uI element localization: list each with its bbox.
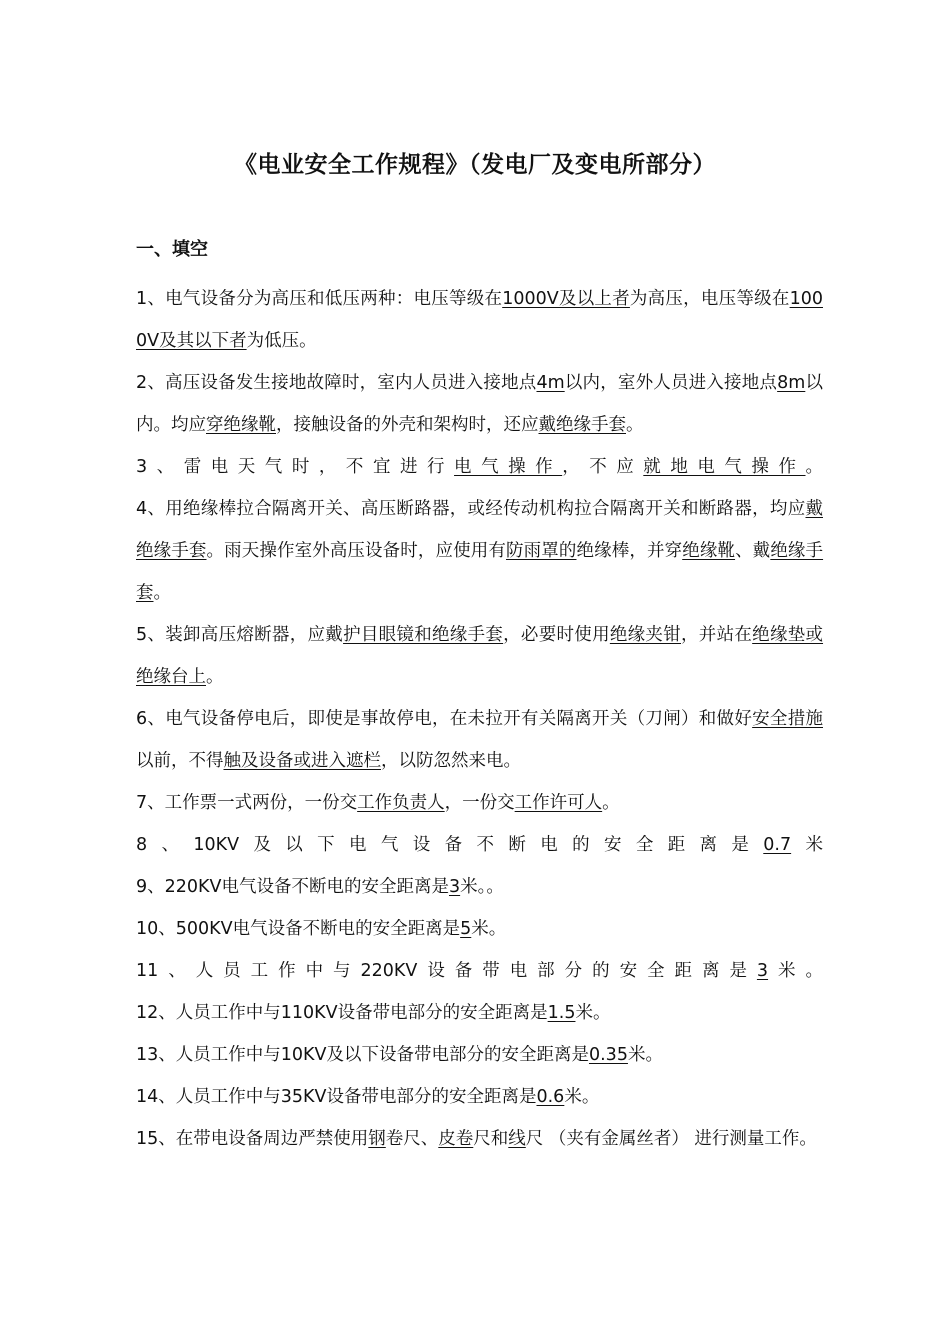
answer-blank: 绝缘手套 xyxy=(136,541,824,603)
question-text: 以前，不得 xyxy=(136,751,224,771)
question-text: 米。 xyxy=(768,961,823,981)
question-text: 8、10KV及以下电气设备不断电的安全距离是 xyxy=(136,835,764,855)
question-text: 尺和 xyxy=(473,1129,509,1149)
answer-blank: 皮卷 xyxy=(438,1129,474,1149)
question-item-12 xyxy=(136,992,823,1034)
question-text: 7、工作票一式两份，一份交 xyxy=(136,793,358,813)
question-item-6 xyxy=(136,698,823,782)
answer-blank: 1000V及其以下者 xyxy=(136,289,823,351)
question-text: ，接触设备的外壳和架构时，还应 xyxy=(276,415,539,435)
question-text: ，必要时使用 xyxy=(503,625,610,645)
question-text: 3、雷电天气时，不宜进行 xyxy=(136,457,455,477)
question-item-4 xyxy=(136,488,823,614)
answer-blank: 工作许可人 xyxy=(514,793,603,813)
question-text: 4、用绝缘棒拉合隔离开关、高压断路器，或经传动机构拉合隔离开关和断路器，均应 xyxy=(136,499,806,519)
answer-blank: 0.6 xyxy=(536,1087,565,1107)
question-text: 10、500KV电气设备不断电的安全距离是 xyxy=(136,919,461,939)
question-text: 米。 xyxy=(471,919,507,939)
question-text: 。 xyxy=(206,667,224,687)
question-item-8 xyxy=(136,824,823,866)
answer-blank: 绝缘靴 xyxy=(682,541,736,561)
question-list xyxy=(136,278,823,1160)
question-text: 。 xyxy=(153,583,171,603)
answer-blank: 1000V及以上者 xyxy=(502,289,630,309)
question-text: 为低压。 xyxy=(246,331,317,351)
question-text: 11、人员工作中与220KV设备带电部分的安全距离是 xyxy=(136,961,757,981)
question-text: 米。 xyxy=(575,1003,611,1023)
answer-blank: 绝缘夹钳 xyxy=(609,625,682,645)
question-text: ，一份交 xyxy=(444,793,515,813)
question-text: ，以防忽然来电。 xyxy=(381,751,521,771)
question-item-14 xyxy=(136,1076,823,1118)
answer-blank: 线 xyxy=(508,1129,526,1149)
question-item-7 xyxy=(136,782,823,824)
answer-blank: 3 xyxy=(448,877,461,897)
answer-blank: 0.7 xyxy=(763,835,792,855)
question-text: 。雨天操作室外高压设备时，应使用有 xyxy=(206,541,506,561)
question-text: 1、电气设备分为高压和低压两种：电压等级在 xyxy=(136,289,503,309)
question-text: 米。 xyxy=(627,1045,663,1065)
document-title: 《电业安全工作规程》（发电厂及变电所部分） xyxy=(234,152,716,178)
question-text: ，不应 xyxy=(562,457,644,477)
question-text: 。 xyxy=(626,415,644,435)
question-text: 以内。均应 xyxy=(136,373,824,435)
section-heading: 一、填空 xyxy=(136,239,208,260)
answer-blank: 8m xyxy=(777,373,806,393)
answer-blank: 触及设备或进入遮栏 xyxy=(223,751,381,771)
answer-blank: 护目眼镜和绝缘手套 xyxy=(343,625,504,645)
question-text: ，并站在 xyxy=(681,625,753,645)
answer-blank: 4m xyxy=(536,373,565,393)
question-text: 卷尺、 xyxy=(385,1129,439,1149)
answer-blank: 穿绝缘靴 xyxy=(206,415,276,435)
answer-blank: 5 xyxy=(460,919,472,939)
answer-blank: 安全措施 xyxy=(752,709,823,729)
question-text: 尺 （夹有金属丝者） 进行测量工作。 xyxy=(525,1129,817,1149)
question-text: 为高压，电压等级在 xyxy=(629,289,790,309)
answer-blank: 戴绝缘手套 xyxy=(538,415,626,435)
question-text: 以内，室外人员进入接地点 xyxy=(564,373,778,393)
answer-blank: 钢 xyxy=(368,1129,386,1149)
question-text: 米 xyxy=(791,835,823,855)
answer-blank: 就地电气操作 xyxy=(643,457,806,477)
question-text: 15、在带电设备周边严禁使用 xyxy=(136,1129,369,1149)
question-item-5 xyxy=(136,614,823,698)
answer-blank: 绝缘垫或绝缘台上 xyxy=(136,625,824,687)
question-text: 9、220KV电气设备不断电的安全距离是 xyxy=(136,877,449,897)
question-item-15 xyxy=(136,1118,823,1160)
question-item-11 xyxy=(136,950,823,992)
answer-blank: 1.5 xyxy=(547,1003,576,1023)
question-text: 米。。 xyxy=(460,877,504,897)
question-text: 2、高压设备发生接地故障时，室内人员进入接地点 xyxy=(136,373,537,393)
answer-blank: 工作负责人 xyxy=(357,793,445,813)
answer-blank: 0.35 xyxy=(588,1045,628,1065)
answer-blank: 电气操作 xyxy=(454,457,563,477)
question-item-13 xyxy=(136,1034,823,1076)
answer-blank: 防雨罩的 xyxy=(506,541,577,561)
question-text: 12、人员工作中与110KV设备带电部分的安全距离是 xyxy=(136,1003,548,1023)
answer-blank: 3 xyxy=(756,961,769,981)
question-text: 米。 xyxy=(564,1087,600,1107)
question-text: 14、人员工作中与35KV设备带电部分的安全距离是 xyxy=(136,1087,537,1107)
question-item-2 xyxy=(136,362,823,446)
question-item-1 xyxy=(136,278,823,362)
question-text: 、戴 xyxy=(735,541,771,561)
answer-blank: 戴绝缘手套 xyxy=(136,499,823,561)
question-text: 。 xyxy=(805,457,824,477)
question-text: 绝缘棒，并穿 xyxy=(576,541,683,561)
question-item-3 xyxy=(136,446,823,488)
question-text: 5、装卸高压熔断器，应戴 xyxy=(136,625,344,645)
question-text: 13、人员工作中与10KV及以下设备带电部分的安全距离是 xyxy=(136,1045,589,1065)
question-item-10 xyxy=(136,908,823,950)
question-item-9 xyxy=(136,866,823,908)
question-text: 。 xyxy=(602,793,620,813)
question-text: 6、电气设备停电后，即使是事故停电，在未拉开有关隔离开关（刀闸）和做好 xyxy=(136,709,753,729)
